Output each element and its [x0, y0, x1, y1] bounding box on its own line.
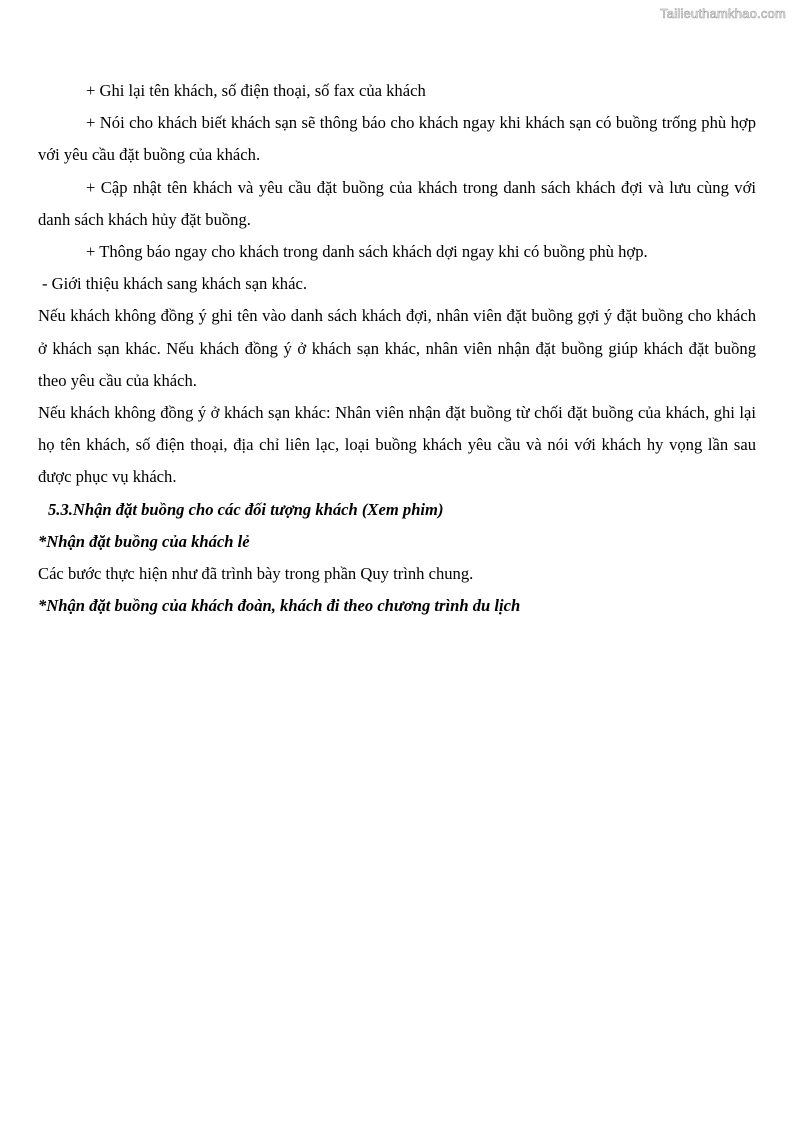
paragraph-declined-other-hotel: Nếu khách không đồng ý ở khách sạn khác: Nhân viên nhận đặt buồng từ chối đặt buồng của khách, ghi lại họ tên khách, số điện thoại, địa chỉ liên lạc, loại buồng khách yêu cầu và nói với khách hy vọng lần sau được phục vụ khách.: [38, 403, 756, 487]
paragraph-individual-steps: Các bước thực hiện như đã trình bày trong phần Quy trình chung.: [38, 564, 474, 584]
bullet-notify-availability: + Nói cho khách biết khách sạn sẽ thông báo cho khách ngay khi khách sạn có buồng trống phù hợp với yêu cầu đặt buồng của khách.: [38, 113, 756, 165]
subheading-group-guest: *Nhận đặt buồng của khách đoàn, khách đi theo chương trình du lịch: [38, 596, 521, 616]
subheading-individual-guest: *Nhận đặt buồng của khách lẻ: [38, 531, 250, 551]
watermark-text: Tailieuthamkhao.com: [660, 6, 786, 21]
document-body: [38, 75, 756, 622]
section-heading-5-3: 5.3.Nhận đặt buồng cho các đối tượng khách (Xem phim): [48, 499, 444, 519]
dash-refer-other-hotel: - Giới thiệu khách sang khách sạn khác.: [42, 274, 307, 294]
bullet-record-contact: + Ghi lại tên khách, số điện thoại, số fax của khách: [86, 81, 426, 100]
paragraph-declined-waitlist: Nếu khách không đồng ý ghi tên vào danh sách khách đợi, nhân viên đặt buồng gợi ý đặt buồng cho khách ở khách sạn khác. Nếu khách đồng ý ở khách sạn khác, nhân viên nhận đặt buồng giúp khách đặt buồng theo yêu cầu của khách.: [38, 306, 756, 390]
bullet-notify-waitlist: + Thông báo ngay cho khách trong danh sách khách dợi ngay khi có buồng phù hợp.: [86, 242, 648, 262]
bullet-update-waitlist: + Cập nhật tên khách và yêu cầu đặt buồng của khách trong danh sách khách đợi và lưu cùng với danh sách khách hủy đặt buồng.: [38, 177, 756, 229]
